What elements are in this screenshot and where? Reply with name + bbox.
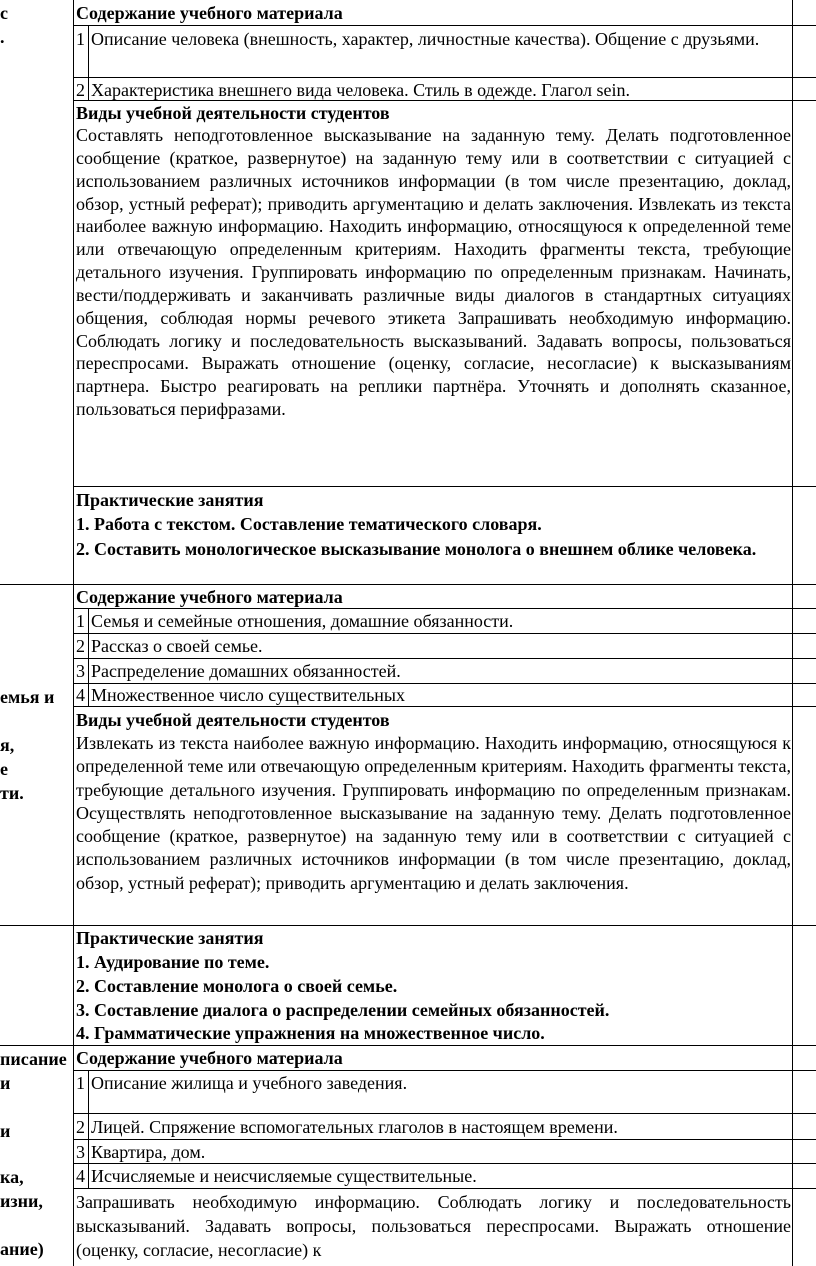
left-col-fragment: емья и	[0, 687, 55, 707]
item-number: 4	[76, 685, 85, 705]
item-number: 1	[76, 1073, 85, 1093]
num-col-line	[88, 608, 89, 706]
content-header: Содержание учебного материала	[76, 587, 343, 607]
practice-header: Практические занятия	[76, 490, 264, 510]
left-col-fragment: я,	[0, 735, 15, 755]
content-item: Рассказ о своей семье.	[91, 636, 263, 656]
row-divider	[0, 925, 816, 926]
left-col-fragment: изни,	[0, 1191, 43, 1211]
left-col-fragment: ка,	[0, 1167, 24, 1187]
left-col-fragment: и	[0, 1121, 11, 1141]
practice-item: 4. Грамматические упражнения на множественное число.	[76, 1023, 545, 1043]
left-col-fragment: с	[0, 3, 8, 23]
content-item: Распределение домашних обязанностей.	[91, 661, 401, 681]
num-col-line	[88, 25, 89, 101]
content-header: Содержание учебного материала	[76, 1048, 343, 1068]
activities-text: Запрашивать необходимую информацию. Соблюдать логику и последовательность высказываний. Задавать вопросы, пользоваться переспросами. Выражать отношение (оценку, согласие, несогласие) к	[76, 1192, 791, 1260]
left-col-fragment: и	[0, 1073, 11, 1093]
row-divider	[73, 77, 816, 78]
item-number: 2	[76, 80, 85, 100]
left-col-fragment: е	[0, 759, 8, 779]
practice-header: Практические занятия	[76, 928, 264, 948]
num-col-line	[88, 1070, 89, 1188]
row-divider	[73, 25, 816, 26]
content-item: Семья и семейные отношения, домашние обязанности.	[91, 611, 514, 631]
practice-item: 1. Работа с текстом. Составление тематического словаря.	[76, 514, 542, 534]
row-divider	[73, 1139, 816, 1140]
item-number: 4	[76, 1166, 85, 1186]
left-col-fragment: ание)	[0, 1239, 44, 1259]
left-col-fragment: писание	[0, 1049, 67, 1069]
row-divider	[73, 1188, 816, 1189]
item-number: 2	[76, 1117, 85, 1137]
content-item: Множественное число существительных	[91, 685, 406, 705]
content-item: Квартира, дом.	[91, 1142, 206, 1162]
left-col-fragment: ти.	[0, 783, 24, 803]
row-divider	[0, 1045, 816, 1046]
row-divider	[73, 486, 816, 487]
content-item: Описание жилища и учебного заведения.	[91, 1073, 408, 1093]
row-divider	[0, 584, 816, 585]
item-number: 2	[76, 636, 85, 656]
content-item: Описание человека (внешность, характер, личностные качества). Общение с друзьями.	[91, 29, 760, 49]
practice-item: 2. Составление монолога о своей семье.	[76, 976, 398, 996]
content-header: Содержание учебного материала	[76, 3, 343, 23]
item-number: 3	[76, 1142, 85, 1162]
item-number: 1	[76, 611, 85, 631]
left-col-fragment: .	[0, 27, 5, 47]
practice-item: 2. Составить монологическое высказывание монолога о внешнем облике человека.	[76, 539, 757, 559]
row-divider	[73, 658, 816, 659]
row-divider	[73, 633, 816, 634]
content-item: Лицей. Спряжение вспомогательных глаголов в настоящем времени.	[91, 1117, 618, 1137]
activities-header: Виды учебной деятельности студентов	[76, 103, 390, 123]
activities-header: Виды учебной деятельности студентов	[76, 710, 390, 730]
item-number: 1	[76, 29, 85, 49]
row-divider	[73, 1070, 816, 1071]
row-divider	[73, 1113, 816, 1114]
activities-text: Извлекать из текста наиболее важную информацию. Находить информацию, относящуюся к определенной теме или отвечающую определенным критериям. Находить фрагменты текста, требующие детального изучения. Группировать информацию по определенным признакам. Осуществлять неподготовленное высказывание на заданную тему. Делать подготовленное сообщение (краткое, развернутое) на заданную тему или в соответствии с ситуацией с использованием различных источников информации (в том числе презентацию, доклад, обзор, устный реферат); приводить аргументацию и делать заключения.	[76, 733, 791, 893]
practice-item: 3. Составление диалога о распределении семейных обязанностей.	[76, 1000, 610, 1020]
content-item: Характеристика внешнего вида человека. Стиль в одежде. Глагол sein.	[91, 80, 630, 100]
activities-text: Составлять неподготовленное высказывание на заданную тему. Делать подготовленное сообщение (краткое, развернутое) на заданную тему или в соответствии с ситуацией с использованием различных источников информации (в том числе презентацию, доклад, обзор, устный реферат); приводить аргументацию и делать заключения. Извлекать из текста наиболее важную информацию. Находить информацию, относящуюся к определенной теме или отвечающую определенным критериям. Находить фрагменты текста, требующие детального изучения. Группировать информацию по определенным признакам. Начинать, вести/поддерживать и заканчивать различные виды диалогов в стандартных ситуациях общения, соблюдая нормы речевого этикета Запрашивать необходимую информацию. Соблюдать логику и последовательность высказываний. Задавать вопросы, пользоваться переспросами. Выражать отношение (оценку, согласие, несогласие) к высказываниям партнера. Быстро реагировать на реплики партнёра. Уточнять и дополнять сказанное, пользоваться перифразами.	[76, 125, 791, 420]
practice-item: 1. Аудирование по теме.	[76, 952, 270, 972]
content-item: Исчисляемые и неисчисляемые существительные.	[91, 1166, 477, 1186]
item-number: 3	[76, 661, 85, 681]
